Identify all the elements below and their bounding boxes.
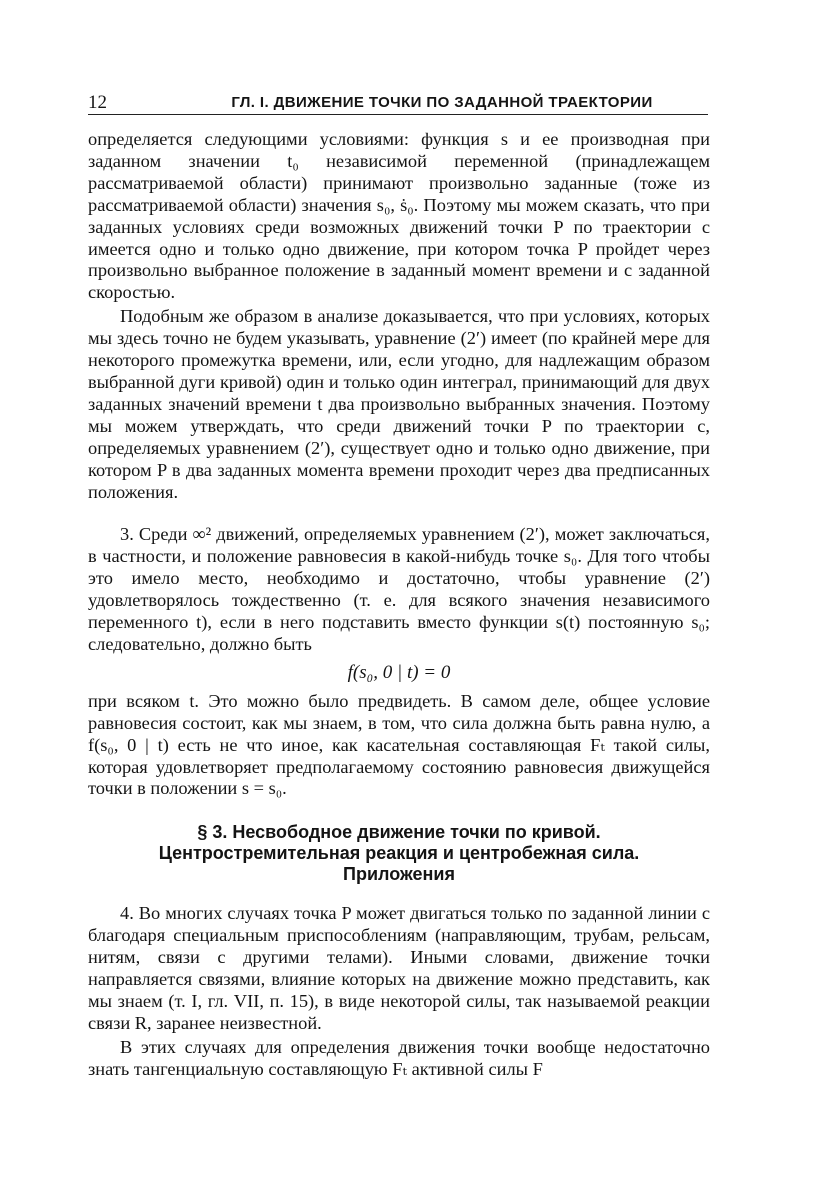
page-number: 12 bbox=[88, 92, 107, 113]
section-heading bbox=[88, 822, 710, 885]
section-heading-line-2: Центростремительная реакция и центробежная сила. bbox=[158, 843, 640, 864]
running-title: ГЛ. I. ДВИЖЕНИЕ ТОЧКИ ПО ЗАДАННОЙ ТРАЕКТОРИИ bbox=[231, 94, 653, 111]
paragraph-equilibrium-condition: при всяком t. Это можно было предвидеть. В самом деле, общее условие равновесия состоит, как мы знаем, в том, что сила должна быть равна нулю, а f(s₀, 0 | t) есть не что иное, как касательная составляющая Fₜ такой силы, которая удовлетворяет предполагаемому состоянию равновесия движущейся точки в положении s = s₀. bbox=[88, 690, 710, 799]
paragraph-item-4: 4. Во многих случаях точка P может двигаться только по заданной линии c благодаря специальным приспособлениям (направляющим, трубам, рельсам, нитям, связи с другими телами). Иными словами, движение точки направляется связями, влияние которых на движение можно представить, как мы знаем (т. I, гл. VII, п. 15), в виде некоторой силы, так называемой реакции связи R, заранее неизвестной. bbox=[88, 903, 710, 1033]
paragraph-tangential-component: В этих случаях для определения движения точки вообще недостаточно знать тангенциальную составляющую Fₜ активной силы F bbox=[88, 1036, 710, 1079]
body-text bbox=[88, 129, 710, 1081]
section-heading-line-1: § 3. Несвободное движение точки по кривой. bbox=[197, 822, 601, 843]
paragraph-item-3: 3. Среди ∞² движений, определяемых уравнением (2′), может заключаться, в частности, и положение равновесия в какой-нибудь точке s₀. Для того чтобы это имело место, необходимо и достаточно, чтобы уравнение (2′) удовлетворялось тождественно (т. е. для всякого значения независимого переменного t), если в него подставить вместо функции s(t) постоянную s₀; следовательно, должно быть bbox=[88, 524, 710, 654]
paragraph-continuation: определяется следующими условиями: функция s и ее производная при заданном значении t₀ независимой переменной (принадлежащем рассматриваемой области) принимают произвольно заданные (тоже из рассматриваемой области) значения s₀, ṡ₀. Поэтому мы можем сказать, что при заданных условиях среди возможных движений точки P по траектории c имеется одно и только одно движение, при котором точка P пройдет через произвольно выбранное положение в заданный момент времени и с заданной скоростью. bbox=[88, 129, 710, 303]
equilibrium-formula: f(s₀, 0 | t) = 0 bbox=[347, 661, 451, 683]
page-header bbox=[88, 92, 708, 115]
section-heading-line-3: Приложения bbox=[343, 864, 455, 885]
paragraph-integral-uniqueness: Подобным же образом в анализе доказывается, что при условиях, которых мы здесь точно не будем указывать, уравнение (2′) имеет (по крайней мере для некоторого промежутка времени, или, если угодно, для надлежащим образом выбранной дуги кривой) один и только один интеграл, принимающий для двух заданных значений времени t два произвольно выбранных значения. Поэтому мы можем утверждать, что среди движений точки P по траектории c, определяемых уравнением (2′), существует одно и только одно движение, при котором P в два заданных момента времени проходит через два предписанных положения. bbox=[88, 306, 710, 502]
